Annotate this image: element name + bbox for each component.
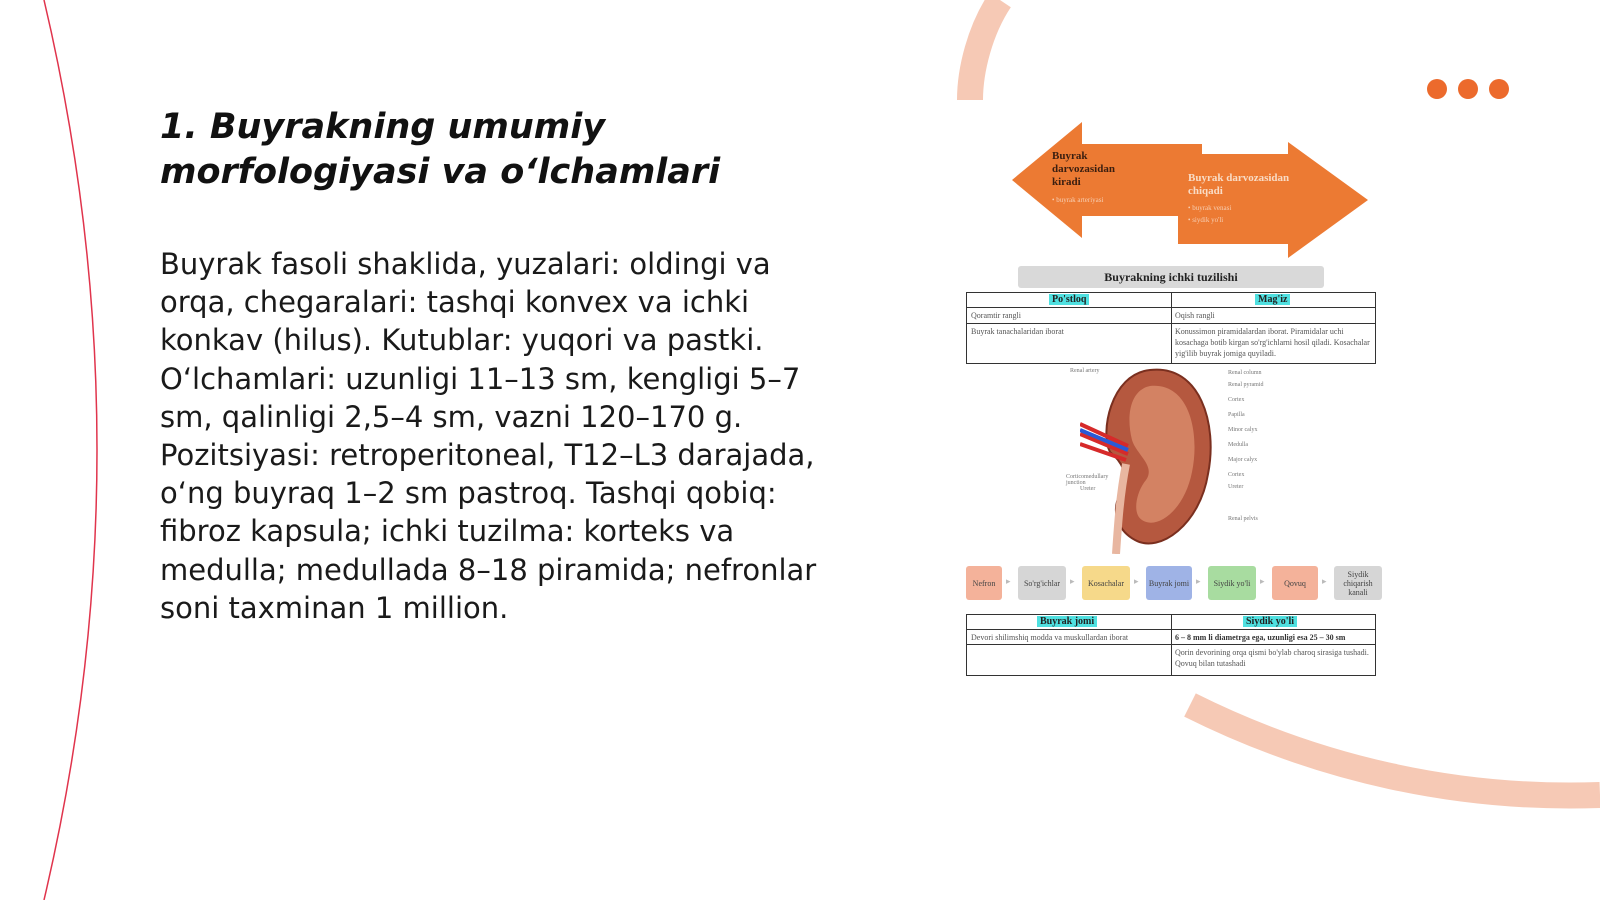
arrow-right-sub1: • buyrak venasi (1188, 204, 1232, 212)
kidney-infographic (960, 118, 1390, 684)
kidney-label-right-5: Minor calyx (1228, 427, 1258, 433)
kidney-illustration (1080, 364, 1220, 554)
flow-arrow-1: ▸ (1006, 577, 1011, 587)
kidney-label-right-1: Renal column (1228, 370, 1262, 376)
arrow-left-title: Buyrak darvozasidan kiradi (1052, 150, 1115, 188)
table1-col-divider (1171, 293, 1172, 363)
kidney-label-left-1: Renal artery (1070, 368, 1100, 374)
table-cortex-medulla (966, 292, 1376, 364)
structure-title: Buyrakning ichki tuzilishi (1104, 270, 1238, 284)
flow-step-5: Siydik yo'li (1208, 566, 1256, 600)
arrow-left-sub: • buyrak arteriyasi (1052, 196, 1104, 204)
structure-title-bar (1018, 266, 1324, 288)
table2-col-divider (1171, 615, 1172, 675)
flow-arrow-6: ▸ (1322, 577, 1327, 587)
table2-r2c2: Qorin devorining orqa qismi bo'ylab charoq sirasiga tushadi. Qovuq bilan tutashadi (1175, 648, 1369, 668)
table1-header-1: Po'stloq (1049, 294, 1089, 305)
flow-step-4: Buyrak jomi (1146, 566, 1192, 600)
slide-title: 1. Buyrakning umumiy morfologiyasi va o‘lchamlari (160, 107, 721, 192)
kidney-label-right-10: Renal pelvis (1228, 516, 1258, 522)
arrow-right-sub2: • siydik yo'li (1188, 216, 1224, 224)
decor-dot-3 (1489, 79, 1509, 99)
table2-header-2: Siydik yo'li (1243, 616, 1297, 627)
kidney-label-left-3: Ureter (1080, 486, 1096, 492)
table2-r1c1: Devori shilimshiq modda va muskullardan iborat (971, 633, 1129, 642)
table1-r1c2: Oqish rangli (1175, 311, 1215, 320)
flow-step-3: Kosachalar (1082, 566, 1130, 600)
flow-step-2: So'rg'ichlar (1018, 566, 1066, 600)
decor-dot-1 (1427, 79, 1447, 99)
kidney-label-right-9: Ureter (1228, 484, 1244, 490)
kidney-label-left-2: Corticomedullary junction (1066, 474, 1109, 486)
slide-body-text: Buyrak fasoli shaklida, yuzalari: oldingi va orqa, chegaralari: tashqi konvex va ichki konkav (hilus). Kutublar: yuqori va pastki. O‘lchamlari: uzunligi 11–13 sm, kengligi 5–7 sm, qalinligi 2,5–4 sm, vazni 120–170 g. Pozitsiyasi: retroperitoneal, T12–L3 darajada, o‘ng buyraq 1–2 sm pastroq. Tashqi qobiq: fibroz kapsula; ichki tuzilma: korteks va medulla; medullada 8–18 piramida; nefronlar soni taxminan 1 million. (160, 247, 817, 625)
table1-r2c2: Konussimon piramidalardan iborat. Piramidalar uchi kosachaga botib kirgan so'rg'ichlarni hosil qiladi. Kosachalar yig'ilib buyrak jomiga quyiladi. (1175, 327, 1370, 358)
table1-row-divider-2 (967, 323, 1375, 324)
flow-arrow-3: ▸ (1134, 577, 1139, 587)
urine-flow (966, 566, 1388, 600)
kidney-label-right-8: Cortex (1228, 472, 1245, 478)
flow-step-7: Siydik chiqarish kanali (1334, 566, 1382, 600)
table2-row-divider-2 (967, 644, 1375, 645)
flow-arrow-5: ▸ (1260, 577, 1265, 587)
arrow-right-title: Buyrak darvozasidan chiqadi (1188, 172, 1290, 197)
table2-row-divider-1 (967, 629, 1375, 630)
kidney-label-right-3: Cortex (1228, 397, 1245, 403)
table1-row-divider-1 (967, 307, 1375, 308)
flow-arrow-4: ▸ (1196, 577, 1201, 587)
kidney-label-right-2: Renal pyramid (1228, 382, 1264, 388)
decor-dot-2 (1458, 79, 1478, 99)
kidney-label-right-6: Medulla (1228, 442, 1248, 448)
arrow-right-shape (1178, 142, 1368, 258)
table1-r2c1: Buyrak tanachalaridan iborat (971, 327, 1064, 336)
flow-step-6: Qovuq (1272, 566, 1318, 600)
table-pelvis-ureter (966, 614, 1376, 676)
table1-header-2: Mag'iz (1255, 294, 1290, 305)
table2-header-1: Buyrak jomi (1037, 616, 1097, 627)
kidney-label-right-7: Major calyx (1228, 457, 1258, 463)
table2-r1c2: 6 – 8 mm li diametrga ega, uzunligi esa 25 – 30 sm (1175, 633, 1346, 642)
kidney-label-right-4: Papilla (1228, 412, 1245, 418)
table1-r1c1: Qoramtir rangli (971, 311, 1021, 320)
flow-arrow-2: ▸ (1070, 577, 1075, 587)
flow-step-1: Nefron (966, 566, 1002, 600)
left-curve-decoration (0, 0, 140, 900)
